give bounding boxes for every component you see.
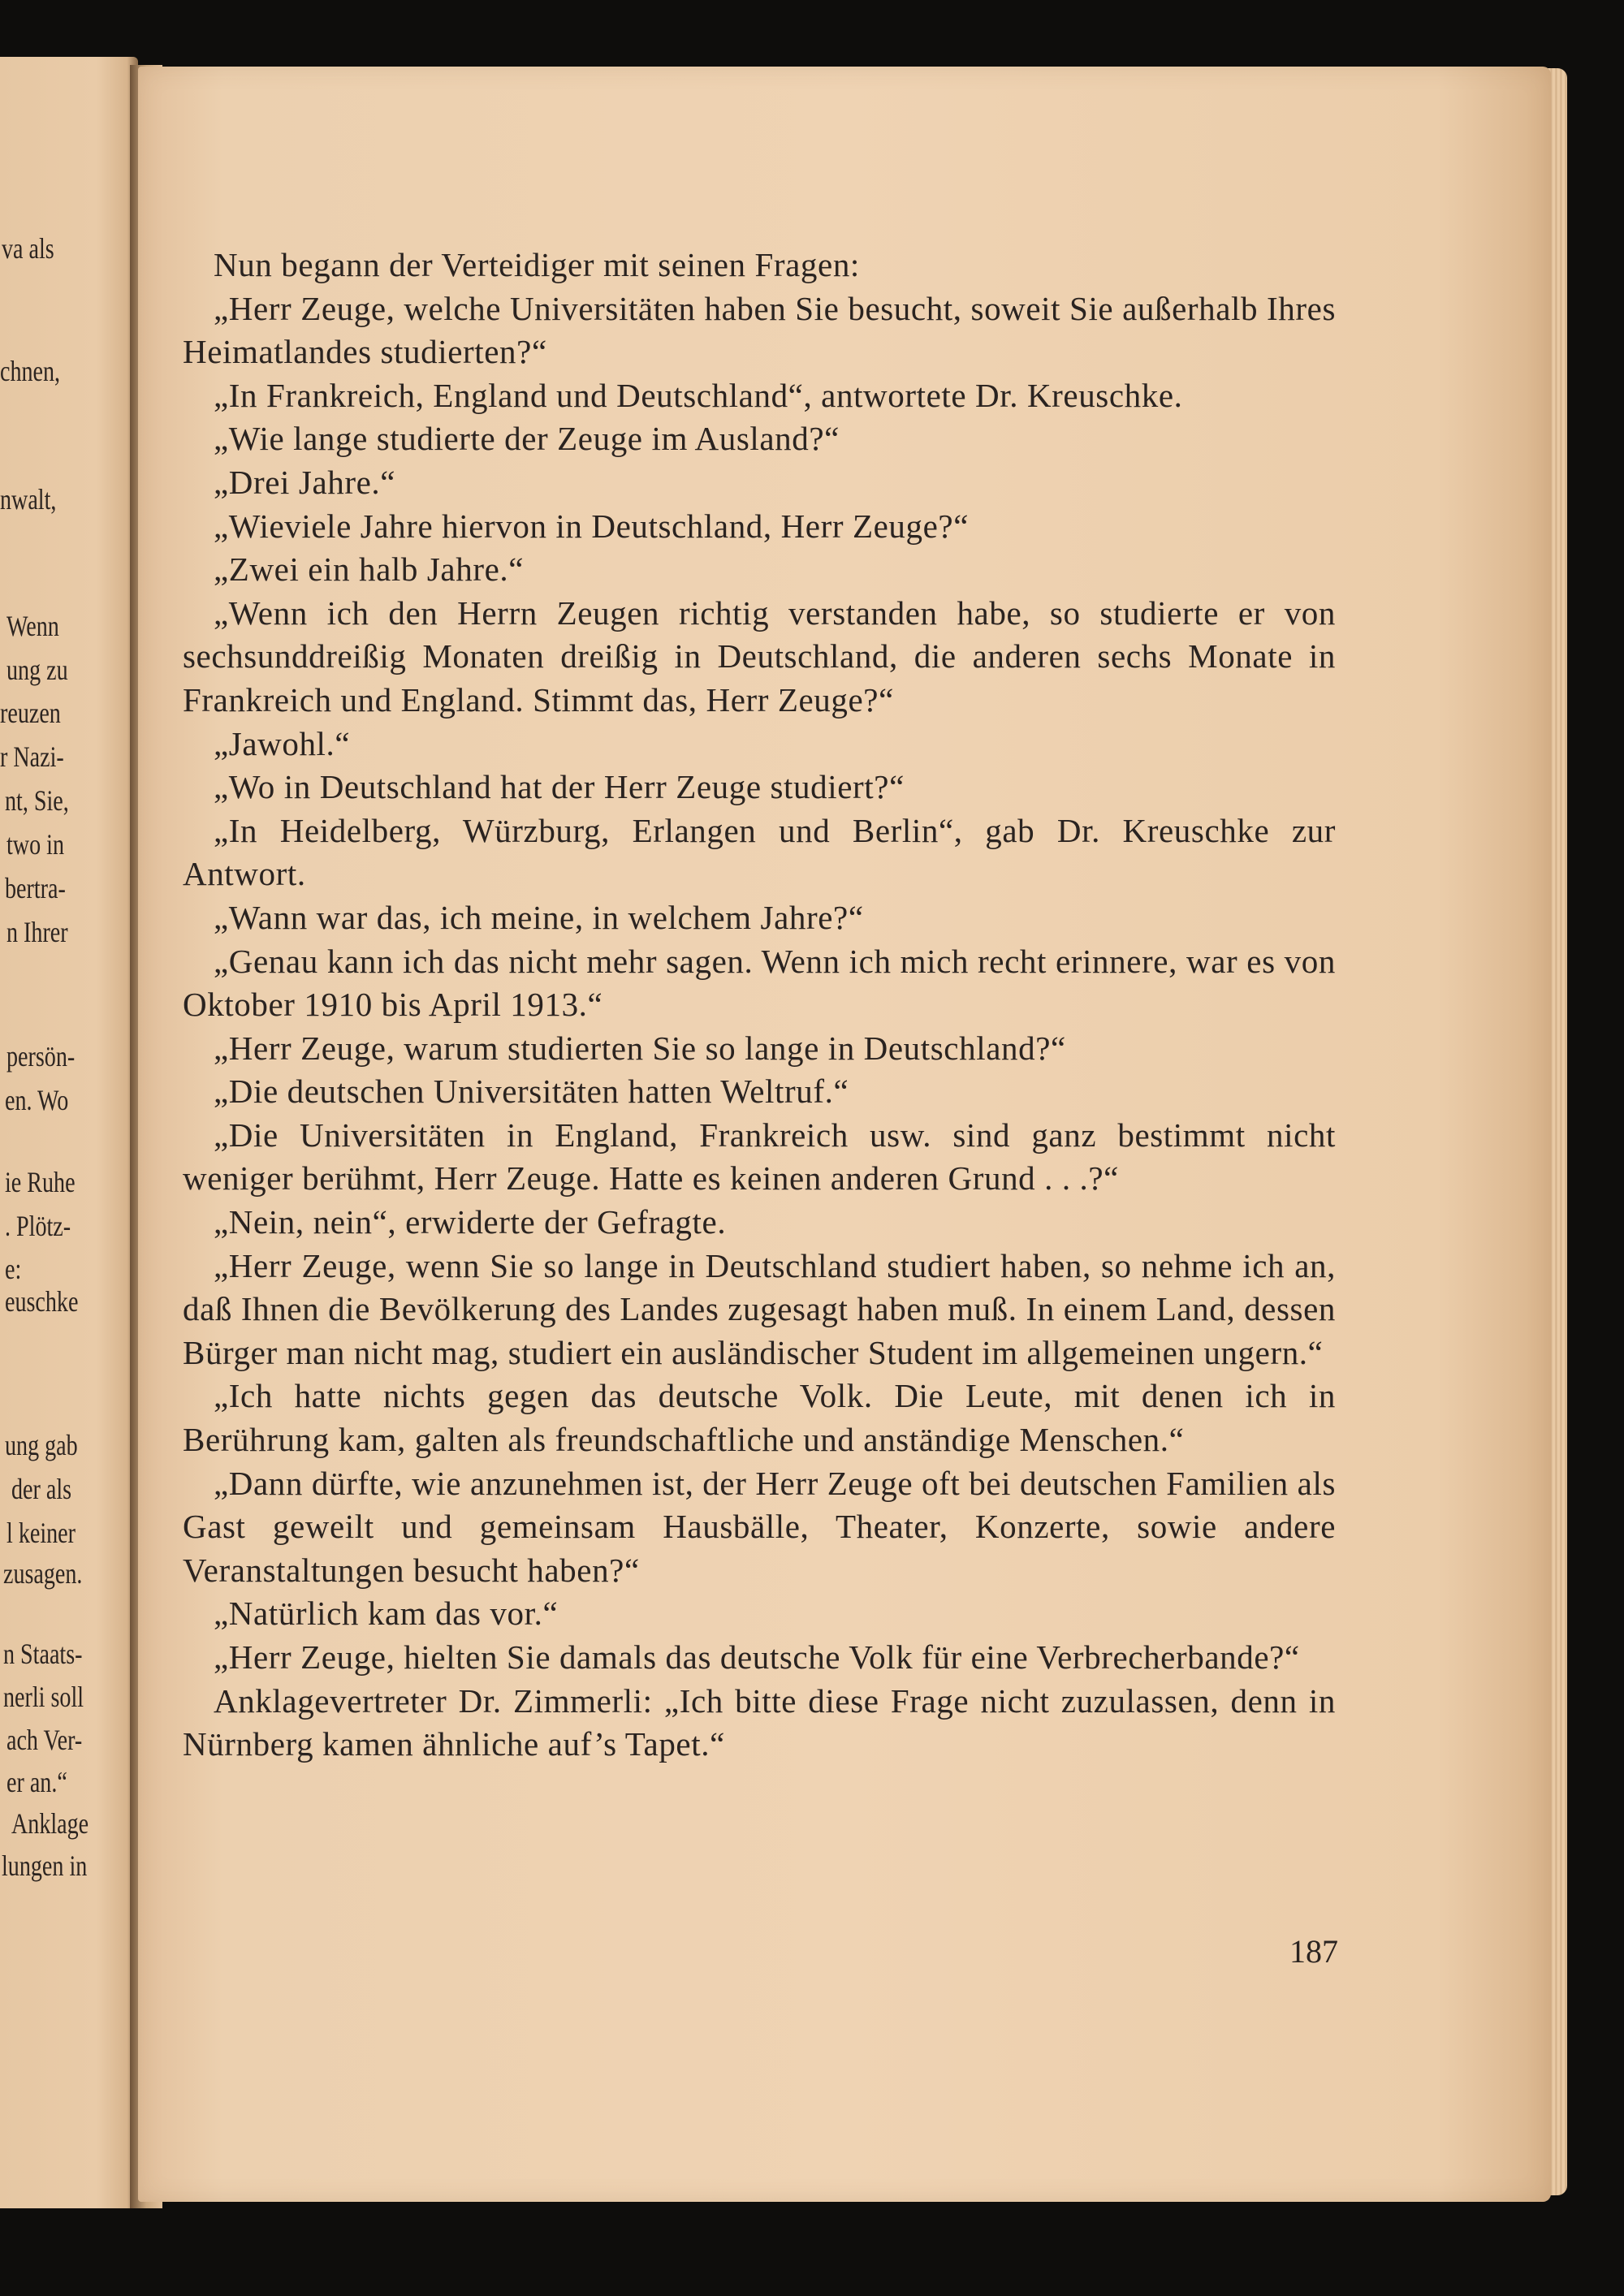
left-line: nt, Sie,: [5, 784, 69, 817]
left-line: lungen in: [2, 1849, 88, 1882]
paragraph: „Ich hatte nichts gegen das deutsche Volk. Die Leute, mit denen ich in Berührung kam, galten als freundschaftliche und anständige Menschen.“: [183, 1377, 1336, 1459]
left-line: er an.“: [6, 1766, 67, 1798]
previous-page-fragment: [0, 57, 138, 2208]
paragraph: „Nein, nein“, erwiderte der Gefragte.: [214, 1203, 727, 1241]
paragraph: „Die Universitäten in England, Frankreich usw. sind ganz bestimmt nicht weniger berühmt, Herr Zeuge. Hatte es keinen anderen Grund . . .?“: [183, 1116, 1336, 1198]
paragraph: „Herr Zeuge, wenn Sie so lange in Deutschland studiert haben, so nehme ich an, daß Ihnen die Bevölkerung des Landes zugesagt haben muß. In einem Land, dessen Bürger man nicht mag, studiert ein ausländischer Student im allgemeinen ungern.“: [183, 1246, 1336, 1371]
left-line: euschke: [5, 1285, 79, 1318]
left-line: persön-: [6, 1040, 76, 1072]
left-line: e:: [5, 1253, 22, 1285]
left-line: bertra-: [5, 872, 66, 904]
paragraph: „Herr Zeuge, warum studierten Sie so lange in Deutschland?“: [214, 1029, 1066, 1067]
paragraph: „In Frankreich, England und Deutschland“, antwortete Dr. Kreuschke.: [214, 376, 1183, 414]
paragraph: „Wo in Deutschland hat der Herr Zeuge studiert?“: [214, 768, 905, 806]
left-line: der als: [11, 1473, 72, 1505]
left-line: n Staats-: [3, 1638, 83, 1670]
left-line: Anklage: [11, 1807, 89, 1840]
left-line: ach Ver-: [6, 1724, 83, 1756]
left-line: n Ihrer: [6, 916, 68, 948]
left-line: reuzen: [0, 697, 61, 729]
left-line: . Plötz-: [5, 1210, 71, 1242]
paragraph: „Herr Zeuge, welche Universitäten haben Sie besucht, soweit Sie außerhalb Ihres Heimatlandes studierten?“: [183, 289, 1336, 371]
page-number: 187: [1289, 1933, 1338, 1970]
left-line: Wenn: [6, 610, 59, 642]
left-line: r Nazi-: [0, 740, 64, 773]
paragraph: „Wenn ich den Herrn Zeugen richtig verstanden habe, so studierte er von sechsunddreißig Monaten dreißig in Deutschland, die anderen sechs Monate in Frankreich und England. Stimmt das, Herr Zeuge?“: [183, 593, 1336, 719]
paragraph: „Wann war das, ich meine, in welchem Jahre?“: [214, 898, 864, 936]
paragraph: „In Heidelberg, Würzburg, Erlangen und Berlin“, gab Dr. Kreuschke zur Antwort.: [183, 811, 1336, 893]
paragraph: Nun begann der Verteidiger mit seinen Fragen:: [214, 246, 860, 283]
paragraph: „Wieviele Jahre hiervon in Deutschland, Herr Zeuge?“: [214, 507, 969, 545]
page-body-text: [183, 244, 1336, 1767]
left-line: two in: [6, 828, 64, 861]
left-line: ung gab: [5, 1429, 78, 1461]
paragraph: „Dann dürfte, wie anzunehmen ist, der Herr Zeuge oft bei deutschen Familien als Gast geweilt und gemeinsam Hausbälle, Theater, Konzerte, sowie andere Veranstaltungen besucht haben?“: [183, 1464, 1336, 1589]
paragraph: „Natürlich kam das vor.“: [214, 1595, 559, 1633]
paragraph: „Genau kann ich das nicht mehr sagen. Wenn ich mich recht erinnere, war es von Oktober 1910 bis April 1913.“: [183, 942, 1336, 1024]
left-line: l keiner: [6, 1517, 76, 1549]
left-line: en. Wo: [5, 1084, 69, 1116]
paragraph: „Herr Zeuge, hielten Sie damals das deutsche Volk für eine Verbrecherbande?“: [214, 1638, 1300, 1676]
paragraph: „Jawohl.“: [214, 724, 351, 762]
left-line: chnen,: [0, 355, 61, 387]
left-line: zusagen.: [3, 1557, 83, 1590]
paragraph: „Die deutschen Universitäten hatten Weltruf.“: [214, 1072, 849, 1111]
paragraph: Anklagevertreter Dr. Zimmerli: „Ich bitte diese Frage nicht zuzulassen, denn in Nürnberg kamen ähnliche auf’s Tapet.“: [183, 1681, 1336, 1763]
left-line: va als: [2, 232, 54, 265]
left-line: ung zu: [6, 654, 68, 686]
left-line: nerli soll: [3, 1681, 84, 1713]
left-line: nwalt,: [0, 483, 57, 516]
paragraph: „Wie lange studierte der Zeuge im Ausland?“: [214, 420, 840, 458]
left-line: ie Ruhe: [5, 1166, 76, 1198]
paragraph: „Zwei ein halb Jahre.“: [214, 550, 525, 589]
paragraph: „Drei Jahre.“: [214, 463, 396, 501]
